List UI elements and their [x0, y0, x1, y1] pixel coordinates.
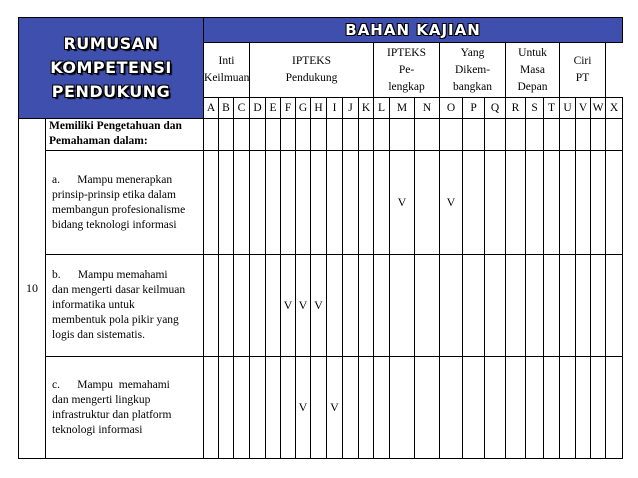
group-header [560, 43, 606, 98]
cell-r [506, 151, 526, 255]
cell-k [359, 255, 374, 357]
column-letter-h: H [311, 98, 327, 119]
cell-k [359, 119, 374, 151]
column-letter-q: Q [485, 98, 506, 119]
cell-n [415, 255, 440, 357]
cell-s [526, 357, 544, 459]
cell-v [576, 357, 591, 459]
cell-p [463, 119, 485, 151]
cell-b [219, 119, 234, 151]
competency-matrix [18, 17, 618, 462]
cell-s [526, 255, 544, 357]
column-letter-m: M [390, 98, 415, 119]
cell-l [374, 119, 390, 151]
cell-x [606, 151, 623, 255]
cell-t [544, 255, 560, 357]
rumusan-line-1: RUMUSAN [63, 34, 159, 53]
cell-l [374, 255, 390, 357]
competency-line: membangun profesionalisme [52, 203, 186, 216]
check-mark-h: V [311, 255, 327, 357]
cell-m [390, 119, 415, 151]
column-letter-i: I [327, 98, 343, 119]
group-header-line: bangkan [453, 80, 492, 93]
group-header-line: Ciri [573, 55, 592, 67]
competency-line: b. Mampu memahami [52, 269, 168, 281]
cell-i [327, 255, 343, 357]
cell-q [485, 151, 506, 255]
check-mark-i: V [327, 357, 343, 459]
section-heading-line: Memiliki Pengetahuan dan [49, 120, 182, 132]
cell-h [311, 357, 327, 459]
check-mark-f: V [281, 255, 296, 357]
cell-o [440, 255, 463, 357]
cell-e [266, 119, 281, 151]
cell-w [591, 119, 606, 151]
section-heading-line: Pemahaman dalam: [49, 135, 148, 147]
cell-o [440, 357, 463, 459]
cell-d [250, 255, 266, 357]
group-header-line: Dikem- [454, 63, 491, 76]
group-header-line: IPTEKS [387, 46, 426, 59]
column-letter-r: R [506, 98, 526, 119]
competency-line: bidang teknologi informasi [52, 218, 177, 231]
check-mark-m: V [390, 151, 415, 255]
cell-h [311, 119, 327, 151]
group-header-line: IPTEKS [292, 55, 331, 67]
competency-line: logis dan sistematis. [52, 329, 145, 341]
column-letter-t: T [544, 98, 560, 119]
cell-u [560, 255, 576, 357]
cell-x [606, 255, 623, 357]
cell-a [204, 255, 219, 357]
column-letter-g: G [296, 98, 311, 119]
cell-v [576, 119, 591, 151]
cell-n [415, 357, 440, 459]
column-letter-k: K [359, 98, 374, 119]
cell-p [463, 357, 485, 459]
competency-line: teknologi informasi [52, 423, 143, 436]
cell-p [463, 255, 485, 357]
cell-c [234, 119, 250, 151]
group-header [374, 43, 440, 98]
cell-t [544, 119, 560, 151]
column-letter-j: J [343, 98, 359, 119]
cell-e [266, 357, 281, 459]
cell-i [327, 151, 343, 255]
group-header-line: Keilmuan [204, 72, 250, 84]
cell-c [234, 357, 250, 459]
cell-j [343, 119, 359, 151]
cell-g [296, 151, 311, 255]
cell-b [219, 357, 234, 459]
column-letter-f: F [281, 98, 296, 119]
cell-b [219, 255, 234, 357]
row-number: 10 [19, 119, 46, 459]
column-letter-p: P [463, 98, 485, 119]
cell-u [560, 357, 576, 459]
cell-a [204, 151, 219, 255]
bahan-kajian-header: BAHAN KAJIAN [204, 18, 623, 43]
cell-w [591, 255, 606, 357]
cell-v [576, 255, 591, 357]
cell-m [390, 357, 415, 459]
group-header-line: Pendukung [285, 72, 338, 84]
competency-description [46, 255, 204, 357]
cell-i [327, 119, 343, 151]
group-header-line: PT [575, 72, 590, 84]
competency-description [46, 151, 204, 255]
cell-m [390, 255, 415, 357]
group-header-line: lengkap [388, 80, 425, 93]
cell-q [485, 119, 506, 151]
group-header [440, 43, 506, 98]
competency-line: prinsip-prinsip etika dalam [52, 188, 176, 201]
competency-description [46, 357, 204, 459]
cell-x [606, 119, 623, 151]
cell-l [374, 151, 390, 255]
check-mark-o: V [440, 151, 463, 255]
competency-line: dan mengerti lingkup [52, 393, 151, 406]
cell-r [506, 357, 526, 459]
competency-row [19, 357, 623, 459]
cell-t [544, 151, 560, 255]
column-letter-v: V [576, 98, 591, 119]
cell-d [250, 357, 266, 459]
group-header-line: Depan [517, 80, 548, 93]
group-header-line: Yang [460, 46, 485, 59]
cell-p [463, 151, 485, 255]
cell-g [296, 119, 311, 151]
rumusan-line-2: KOMPETENSI [50, 58, 172, 77]
cell-r [506, 119, 526, 151]
cell-v [576, 151, 591, 255]
cell-j [343, 255, 359, 357]
group-header-line: Inti [218, 55, 235, 67]
cell-t [544, 357, 560, 459]
group-header [204, 43, 250, 98]
column-letter-b: B [219, 98, 234, 119]
cell-n [415, 151, 440, 255]
column-letter-x: X [606, 98, 623, 119]
cell-e [266, 255, 281, 357]
cell-f [281, 151, 296, 255]
cell-w [591, 151, 606, 255]
competency-line: a. Mampu menerapkan [52, 173, 173, 186]
cell-n [415, 119, 440, 151]
matrix-table [18, 17, 623, 459]
competency-line: infrastruktur dan platform [52, 408, 172, 421]
cell-j [343, 151, 359, 255]
competency-line: informatika untuk [52, 299, 135, 311]
cell-k [359, 357, 374, 459]
cell-d [250, 119, 266, 151]
cell-o [440, 119, 463, 151]
column-letter-o: O [440, 98, 463, 119]
cell-l [374, 357, 390, 459]
cell-s [526, 119, 544, 151]
rumusan-line-3: PENDUKUNG [51, 82, 171, 101]
cell-x [606, 357, 623, 459]
column-letter-s: S [526, 98, 544, 119]
cell-a [204, 357, 219, 459]
group-header [506, 43, 560, 98]
cell-a [204, 119, 219, 151]
cell-c [234, 255, 250, 357]
cell-c [234, 151, 250, 255]
competency-line: dan mengerti dasar keilmuan [52, 284, 186, 296]
cell-j [343, 357, 359, 459]
column-letter-w: W [591, 98, 606, 119]
cell-b [219, 151, 234, 255]
column-letter-u: U [560, 98, 576, 119]
column-letter-d: D [250, 98, 266, 119]
cell-d [250, 151, 266, 255]
check-mark-g: V [296, 357, 311, 459]
group-header-line: Pe- [398, 63, 415, 76]
cell-q [485, 357, 506, 459]
competency-row [19, 255, 623, 357]
cell-f [281, 119, 296, 151]
cell-u [560, 151, 576, 255]
cell-w [591, 357, 606, 459]
cell-f [281, 357, 296, 459]
column-letter-a: A [204, 98, 219, 119]
column-letter-c: C [234, 98, 250, 119]
group-header [250, 43, 374, 98]
cell-s [526, 151, 544, 255]
cell-u [560, 119, 576, 151]
column-letter-e: E [266, 98, 281, 119]
group-header-line: Untuk [518, 46, 547, 59]
group-header-line: Masa [520, 63, 545, 76]
competency-line: membentuk pola pikir yang [52, 314, 179, 326]
section-heading [46, 119, 204, 151]
competency-row [19, 151, 623, 255]
cell-r [506, 255, 526, 357]
check-mark-g: V [296, 255, 311, 357]
column-letter-l: L [374, 98, 390, 119]
column-letter-n: N [415, 98, 440, 119]
cell-e [266, 151, 281, 255]
cell-q [485, 255, 506, 357]
cell-k [359, 151, 374, 255]
cell-h [311, 151, 327, 255]
rumusan-header [19, 18, 204, 119]
competency-line: c. Mampu memahami [52, 378, 170, 391]
